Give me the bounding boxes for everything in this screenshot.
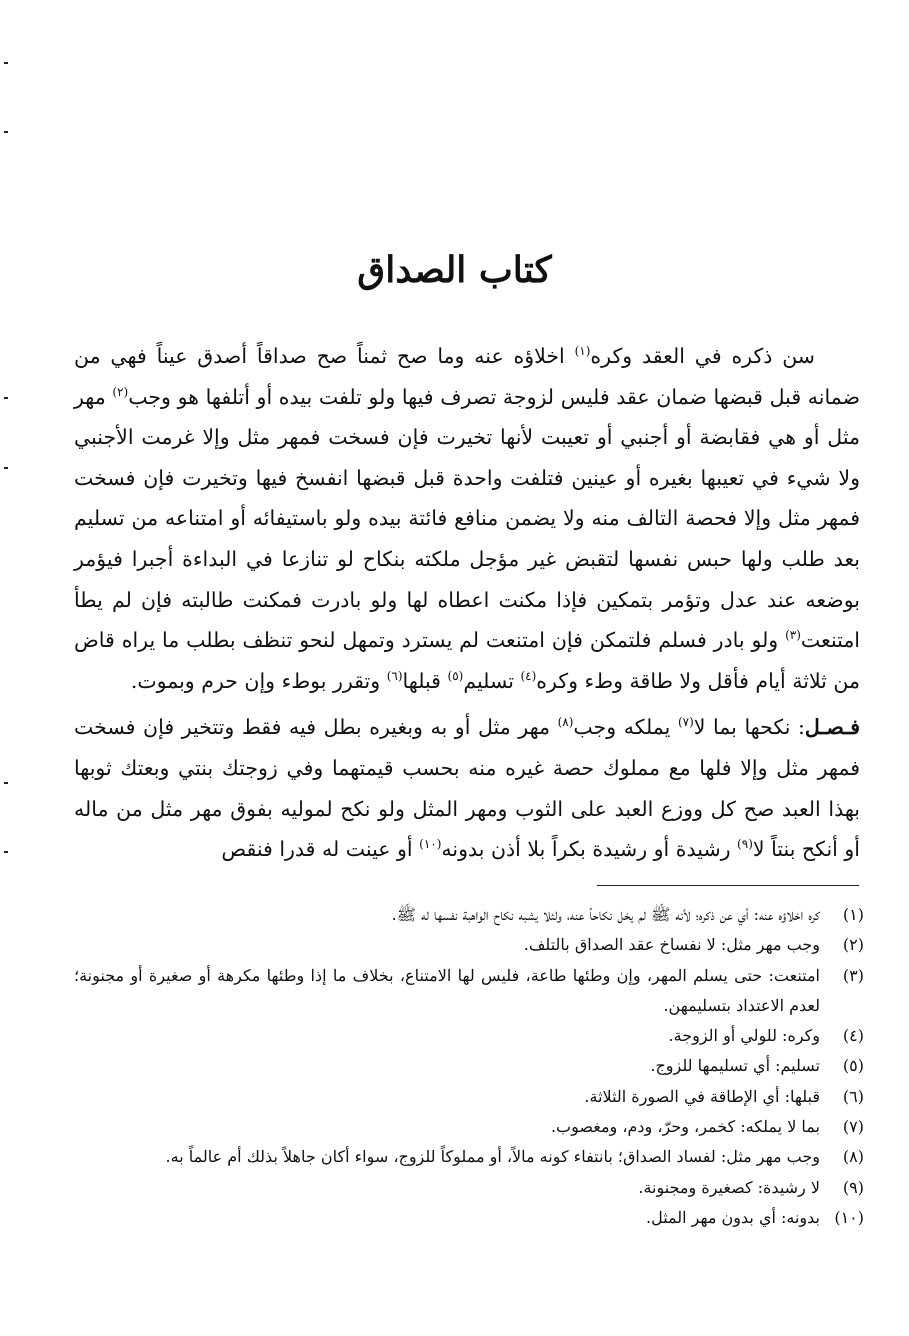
margin-mark	[4, 62, 8, 64]
text-run: مهر مثل أو به وبغيره بطل فيه فقط وتتخير فإن فسخت فمهر مثل وإلا فلها مع مملوك حصة غيره منه بحسب قيمتهما وفي زوجتك بنتي وبعتك ثوبها بهذا العبد صح كل ووزع العبد على الثوب ومهر المثل ولو نكح لموليه بفوق مهر مثل من ماله أو أنكح بنتاً لا	[74, 715, 860, 862]
footnote-ref[interactable]: (٤)	[520, 668, 537, 683]
text-run: مهر مثل أو هي فقابضة أو أجنبي أو تعيبت لأنها تخيرت فإن فسخت فمهر مثل وإلا غرمت الأجنبي ولا شيء في تعيبها بغيره أو عينين فتلفت واحدة قبل قبضها انفسخ فيها وتخيرت فإن فسخت فمهر مثل وإلا فحصة التالف منه ولا يضمن منافع فائتة بيده ولو باستيفائه أو امتناعه من تسليم بعد طلب ولها حبس نفسها لتقبض غير مؤجل ملكته بنكاح لو تنازعا في البداءة أجبرا فيؤمر بوضعه عند عدل وتؤمر بتمكين فإذا مكنت اعطاه لها ولو بادرت فمكنت طالبته فإن لم يطأ امتنعت	[74, 384, 860, 653]
footnote-number: (٤)	[842, 1026, 864, 1046]
footnote-number: (٣)	[842, 965, 864, 985]
footnote-ref[interactable]: (٣)	[785, 628, 801, 643]
footnote-ref[interactable]: (١)	[574, 344, 591, 359]
footnote-number: (٩)	[842, 1177, 864, 1197]
footnote-text: لا رشيدة: كصغيرة ومجنونة.	[638, 1177, 820, 1197]
margin-mark	[4, 131, 8, 133]
footnote-text: وجب مهر مثل: لا نفساخ عقد الصداق بالتلف.	[523, 935, 820, 955]
footnote-ref[interactable]: (٩)	[737, 837, 753, 852]
text-run: : نكحها بما لا	[693, 715, 805, 740]
text-run: سن ذكره في العقد وكره	[590, 344, 815, 368]
footnote-text: قبلها: أي الإطاقة في الصورة الثلاثة.	[584, 1086, 820, 1106]
footnote	[74, 961, 864, 1022]
footnote-text: وكره: للولي أو الزوجة.	[668, 1026, 820, 1046]
margin-mark	[4, 782, 8, 784]
footnote-number: (٧)	[842, 1117, 864, 1137]
margin-mark	[4, 851, 8, 853]
footnote-number: (١٠)	[834, 1207, 864, 1227]
footnote-text: بدونه: أي بدون مهر المثل.	[645, 1207, 820, 1227]
footnotes	[74, 900, 864, 1233]
footnote-text: وجب مهر مثل: لفساد الصداق؛ بانتفاء كونه مالاً، أو مملوكاً للزوج، سواء أكان جاهلاً بذلك أم عالماً به.	[165, 1147, 820, 1167]
text-run: اخلاؤه عنه وما صح ثمناً صح صداقاً أصدق عيناً فهي من ضمانه قبل قبضها ضمان عقد فليس لزوجة تصرف فيها ولو تلفت بيده أو أتلفها هو وجب	[74, 344, 860, 409]
text-run: قبلها	[402, 668, 448, 693]
footnote-number: (٦)	[842, 1086, 864, 1106]
footnote-separator	[597, 885, 859, 886]
footnote-ref[interactable]: (١٠)	[419, 837, 442, 852]
footnote-ref[interactable]: (٥)	[447, 668, 464, 683]
footnote-ref[interactable]: (٢)	[112, 384, 129, 399]
footnote-text: تسليم: أي تسليمها للزوج.	[650, 1056, 820, 1076]
footnote	[74, 930, 864, 960]
paragraph	[74, 336, 860, 701]
footnote	[74, 1082, 864, 1112]
footnote-ref[interactable]: (٨)	[557, 715, 574, 730]
footnote-number: (١)	[842, 905, 864, 924]
paragraph	[74, 707, 860, 869]
footnote-text: امتنعت: حتى يسلم المهر، وإن وطئها طاعة، فليس لها الامتناع، بخلاف ما إذا وطئها مكرهة أو صغيرة أو مجنونة؛ لعدم الاعتداد بتسليمهن.	[74, 965, 820, 1015]
chapter-title: كتاب الصداق	[357, 249, 552, 292]
text-run: رشيدة أو رشيدة بكراً بلا أذن بدونه	[441, 837, 738, 862]
margin-mark	[4, 397, 8, 399]
text-run: وتقرر بوطء وإن حرم وبموت.	[130, 668, 387, 693]
text-run: تسليم	[463, 668, 521, 693]
text-run: ولو بادر فسلم فلتمكن فإن امتنعت لم يسترد وتمهل لنحو تنظف بطلب ما يراه قاض من ثلاثة أيام فأقل ولا طاقة وطء وكره	[74, 628, 860, 693]
margin-mark	[4, 467, 8, 469]
footnote-number: (٥)	[842, 1056, 864, 1076]
footnote-text: بما لا يملكه: كخمر، وحرّ، ودم، ومغصوب.	[550, 1117, 820, 1137]
footnote	[74, 1142, 864, 1172]
text-run: أو عينت له قدرا فنقص	[221, 837, 420, 862]
footnote-ref[interactable]: (٦)	[386, 668, 403, 683]
section-heading: فـصـل	[804, 715, 861, 740]
footnote	[74, 900, 864, 930]
footnote	[74, 1051, 864, 1081]
footnote-ref[interactable]: (٧)	[677, 715, 694, 730]
footnote	[74, 1021, 864, 1051]
footnote	[74, 1112, 864, 1142]
footnote	[74, 1173, 864, 1203]
footnote-text: كره اخلاؤه عنه: أي عن ذكره؛ لأنه ﷺ لم يخل نكاحاً عنه، ولئلا يشبه نكاح الواهبة نفسها له ﷺ.	[391, 905, 820, 924]
footnote-number: (٢)	[842, 935, 864, 955]
main-text	[74, 336, 860, 870]
footnote-number: (٨)	[842, 1147, 864, 1167]
footnote	[74, 1203, 864, 1233]
text-run: يملكه وجب	[573, 715, 678, 740]
